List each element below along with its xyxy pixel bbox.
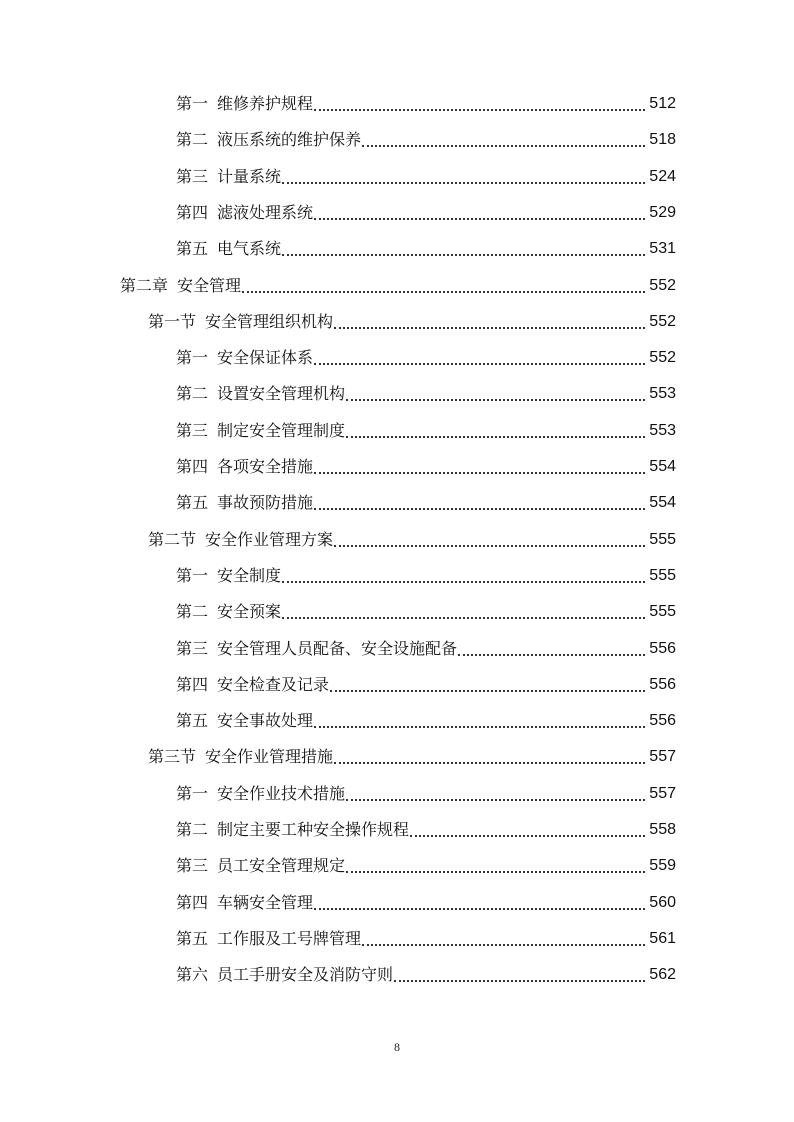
dot-leader	[362, 129, 645, 151]
toc-entry[interactable]	[176, 962, 676, 986]
toc-entry-title: 安全作业管理方案	[205, 529, 334, 549]
toc-entry-title: 设置安全管理机构	[217, 384, 346, 404]
dot-leader	[282, 601, 645, 623]
toc-chapter-entry[interactable]	[120, 273, 676, 297]
toc-entry-page: 562	[649, 966, 676, 984]
toc-entry-title: 员工安全管理规定	[217, 856, 346, 876]
toc-section-entry[interactable]	[148, 744, 676, 768]
toc-entry-number: 第五	[176, 493, 209, 513]
toc-entry[interactable]	[176, 781, 676, 805]
toc-entry-page: 518	[649, 131, 676, 149]
toc-entry-page: 557	[649, 784, 676, 802]
toc-entry[interactable]	[176, 926, 676, 950]
toc-entry[interactable]	[176, 817, 676, 841]
dot-leader	[314, 892, 645, 914]
toc-entry-page: 553	[649, 421, 676, 439]
dot-leader	[314, 710, 645, 732]
dot-leader	[346, 783, 645, 805]
toc-entry-page: 554	[649, 458, 676, 475]
toc-entry-number: 第三	[176, 638, 209, 658]
dot-leader	[330, 674, 645, 696]
toc-entry[interactable]	[176, 672, 676, 696]
toc-entry-page: 556	[649, 675, 676, 693]
toc-entry[interactable]	[176, 890, 676, 914]
dot-leader	[314, 492, 645, 514]
dot-leader	[282, 565, 645, 587]
toc-entry[interactable]	[176, 853, 676, 877]
dot-leader	[334, 529, 645, 551]
toc-entry-page: 556	[649, 712, 676, 730]
toc-entry[interactable]	[176, 91, 676, 115]
toc-entry-number: 第四	[176, 892, 209, 912]
toc-entry-page: 531	[649, 240, 676, 258]
toc-entry-title: 滤液处理系统	[217, 202, 314, 222]
toc-entry-title: 制定安全管理制度	[217, 420, 346, 440]
toc-entry[interactable]	[176, 164, 676, 188]
toc-entry-number: 第六	[176, 965, 209, 985]
toc-entry-page: 552	[649, 349, 676, 367]
toc-entry-number: 第二章	[120, 275, 169, 295]
toc-entry-page: 512	[649, 95, 676, 112]
toc-entry-number: 第五	[176, 239, 209, 259]
toc-entry[interactable]	[176, 127, 676, 151]
toc-entry[interactable]	[176, 345, 676, 369]
toc-entry[interactable]	[176, 236, 676, 260]
toc-entry-title: 液压系统的维护保养	[217, 130, 362, 150]
toc-entry-title: 各项安全措施	[217, 457, 314, 476]
toc-entry-title: 计量系统	[217, 166, 282, 186]
dot-leader	[394, 964, 645, 986]
toc-section-entry[interactable]	[148, 527, 676, 551]
dot-leader	[314, 456, 645, 478]
dot-leader	[282, 238, 645, 260]
toc-entry-number: 第三节	[148, 747, 197, 767]
toc-entry-title: 安全预案	[217, 602, 282, 622]
toc-entry-page: 559	[649, 857, 676, 875]
toc-entry-page: 555	[649, 530, 676, 548]
toc-entry-page: 561	[649, 929, 676, 947]
toc-entry[interactable]	[176, 563, 676, 587]
toc-entry-page: 552	[649, 276, 676, 294]
toc-entry[interactable]	[176, 200, 676, 224]
toc-entry-title: 安全管理组织机构	[205, 311, 334, 331]
toc-entry-number: 第二	[176, 130, 209, 150]
toc-entry[interactable]	[176, 490, 676, 514]
toc-entry[interactable]	[176, 708, 676, 732]
toc-entry-page: 555	[649, 566, 676, 584]
toc-entry[interactable]	[176, 418, 676, 442]
toc-entry-number: 第一	[176, 783, 209, 803]
toc-entry-title: 安全管理	[177, 275, 242, 295]
toc-entry-title: 事故预防措施	[217, 493, 314, 513]
toc-entry-number: 第四	[176, 457, 209, 476]
toc-entry-title: 制定主要工种安全操作规程	[217, 820, 410, 839]
toc-entry-title: 安全管理人员配备、安全设施配备	[217, 638, 458, 658]
toc-entry-page: 529	[649, 203, 676, 221]
toc-entry-number: 第五	[176, 928, 209, 948]
dot-leader	[362, 928, 645, 950]
toc-entry[interactable]	[176, 636, 676, 660]
toc-entry-title: 安全制度	[217, 565, 282, 585]
dot-leader	[346, 420, 645, 442]
toc-entry-title: 车辆安全管理	[217, 892, 314, 912]
toc-entry-number: 第一	[176, 94, 209, 113]
toc-entry-number: 第五	[176, 711, 209, 731]
dot-leader	[314, 93, 645, 115]
dot-leader	[334, 311, 645, 333]
toc-entry-number: 第二节	[148, 529, 197, 549]
toc-entry-title: 安全保证体系	[217, 348, 314, 368]
toc-entry[interactable]	[176, 381, 676, 405]
dot-leader	[458, 638, 645, 660]
toc-entry[interactable]	[176, 599, 676, 623]
toc-entry-title: 安全作业技术措施	[217, 783, 346, 803]
dot-leader	[314, 202, 645, 224]
page-number: 8	[394, 1040, 400, 1054]
toc-entry-page: 553	[649, 385, 676, 403]
toc-entry-page: 554	[649, 494, 676, 512]
toc-entry-title: 电气系统	[217, 239, 282, 259]
toc-entry-title: 安全事故处理	[217, 711, 314, 731]
dot-leader	[242, 275, 645, 297]
toc-entry-number: 第四	[176, 202, 209, 222]
dot-leader	[410, 819, 645, 841]
dot-leader	[282, 166, 645, 188]
toc-entry-title: 安全检查及记录	[217, 674, 330, 694]
toc-entry-title: 维修养护规程	[217, 94, 314, 113]
dot-leader	[346, 855, 645, 877]
toc-entry-title: 员工手册安全及消防守则	[217, 965, 394, 985]
toc-entry-title: 工作服及工号牌管理	[217, 928, 362, 948]
dot-leader	[334, 746, 645, 768]
dot-leader	[346, 383, 645, 405]
toc-entry-number: 第三	[176, 166, 209, 186]
toc-entry-title: 安全作业管理措施	[205, 747, 334, 767]
toc-entry-page: 556	[649, 639, 676, 657]
toc-entry-page: 560	[649, 893, 676, 911]
toc-entry-number: 第二	[176, 602, 209, 622]
dot-leader	[314, 347, 645, 369]
toc-entry-number: 第三	[176, 420, 209, 440]
toc-entry-number: 第一	[176, 348, 209, 368]
toc-entry-number: 第三	[176, 856, 209, 876]
toc-entry-page: 555	[649, 603, 676, 621]
toc-entry-number: 第一节	[148, 311, 197, 331]
toc-entry-number: 第一	[176, 565, 209, 585]
toc-entry-page: 552	[649, 312, 676, 330]
toc-entry-page: 524	[649, 167, 676, 185]
toc-entry-page: 557	[649, 748, 676, 766]
toc-entry-page: 558	[649, 821, 676, 838]
toc-entry-number: 第二	[176, 820, 209, 839]
toc-entry-number: 第四	[176, 674, 209, 694]
toc-entry[interactable]	[176, 454, 676, 478]
toc-entry-number: 第二	[176, 384, 209, 404]
toc-section-entry[interactable]	[148, 309, 676, 333]
